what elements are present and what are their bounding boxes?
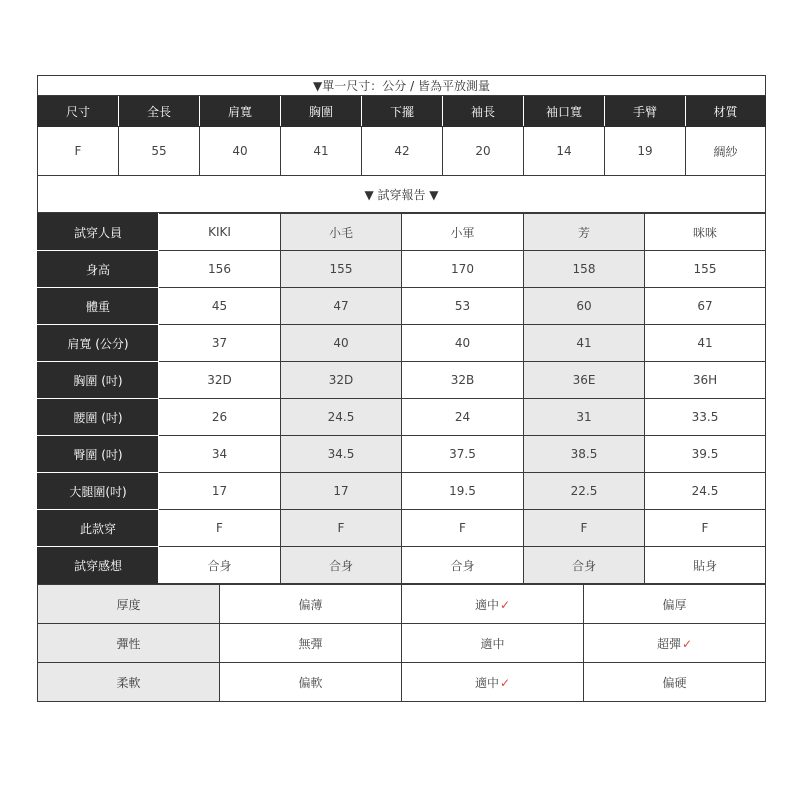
fit-cell: 24.5: [281, 399, 402, 436]
fabric-feel-table: [37, 584, 766, 702]
fit-cell: 合身: [159, 547, 281, 584]
fit-cell: 38.5: [524, 436, 645, 473]
fit-cell: 36E: [524, 362, 645, 399]
feel-option-label: 偏硬: [662, 675, 687, 690]
size-value-cell: 42: [362, 127, 443, 176]
feel-option-cell: [220, 585, 402, 624]
fit-row-label: 身高: [38, 251, 159, 288]
fit-cell: 24: [402, 399, 524, 436]
fit-cell: 32D: [159, 362, 281, 399]
size-header-cell: 尺寸: [38, 96, 119, 127]
check-mark-icon: ✓: [681, 636, 693, 651]
fit-cell: 合身: [524, 547, 645, 584]
fit-cell: 26: [159, 399, 281, 436]
size-value-cell: 40: [200, 127, 281, 176]
fit-cell: F: [402, 510, 524, 547]
fit-row: [38, 325, 766, 362]
feel-option-cell: [584, 585, 766, 624]
size-value-cell: 綢紗: [686, 127, 766, 176]
feel-row: [38, 585, 766, 624]
fit-cell: 67: [645, 288, 766, 325]
feel-row-label: 彈性: [38, 624, 220, 663]
fit-cell: 小軍: [402, 214, 524, 251]
fit-cell: 32B: [402, 362, 524, 399]
fit-row-label: 腰圍 (吋): [38, 399, 159, 436]
feel-option-cell: [584, 663, 766, 702]
fit-row: [38, 473, 766, 510]
fit-cell: 37.5: [402, 436, 524, 473]
fit-cell: 芳: [524, 214, 645, 251]
fit-cell: 咪咪: [645, 214, 766, 251]
fit-cell: 24.5: [645, 473, 766, 510]
check-mark-icon: ✓: [499, 675, 511, 690]
fit-report-table: [37, 213, 766, 584]
size-table: [37, 75, 766, 213]
fit-cell: 40: [402, 325, 524, 362]
fit-row: [38, 214, 766, 251]
fit-cell: 158: [524, 251, 645, 288]
fit-cell: 合身: [281, 547, 402, 584]
size-value-cell: 14: [524, 127, 605, 176]
fit-cell: 47: [281, 288, 402, 325]
fit-cell: 17: [159, 473, 281, 510]
feel-option-cell: [402, 585, 584, 624]
feel-option-label: 偏軟: [298, 675, 323, 690]
fit-cell: 31: [524, 399, 645, 436]
fit-cell: 170: [402, 251, 524, 288]
fit-row-label: 肩寬 (公分): [38, 325, 159, 362]
feel-row-label: 厚度: [38, 585, 220, 624]
size-value-cell: 20: [443, 127, 524, 176]
feel-option-label: 偏厚: [662, 597, 687, 612]
feel-option-label: 適中: [480, 636, 505, 651]
fit-row: [38, 251, 766, 288]
fit-row-label: 大腿圍(吋): [38, 473, 159, 510]
size-value-cell: F: [38, 127, 119, 176]
fit-row: [38, 362, 766, 399]
size-header-row: [38, 96, 766, 127]
fit-cell: 36H: [645, 362, 766, 399]
fit-cell: 155: [281, 251, 402, 288]
fit-cell: 小毛: [281, 214, 402, 251]
feel-option-label: 適中: [474, 675, 499, 690]
fit-row-label: 體重: [38, 288, 159, 325]
size-header-cell: 袖口寬: [524, 96, 605, 127]
feel-option-cell: [402, 624, 584, 663]
fit-cell: 19.5: [402, 473, 524, 510]
size-value-cell: 41: [281, 127, 362, 176]
size-header-cell: 全長: [119, 96, 200, 127]
feel-option-cell: [220, 663, 402, 702]
fit-row: [38, 288, 766, 325]
fit-cell: 貼身: [645, 547, 766, 584]
fit-cell: 60: [524, 288, 645, 325]
fit-cell: 53: [402, 288, 524, 325]
feel-row: [38, 663, 766, 702]
fit-cell: F: [159, 510, 281, 547]
feel-option-cell: [402, 663, 584, 702]
size-values-row: [38, 127, 766, 176]
size-table-title: ▼單一尺寸：公分 / 皆為平放測量: [38, 76, 766, 96]
fit-cell: F: [524, 510, 645, 547]
feel-option-cell: [220, 624, 402, 663]
check-mark-icon: ✓: [499, 597, 511, 612]
size-chart: [37, 75, 765, 702]
fit-cell: F: [645, 510, 766, 547]
fit-row: [38, 436, 766, 473]
fit-row-label: 試穿感想: [38, 547, 159, 584]
fit-row: [38, 510, 766, 547]
feel-option-label: 適中: [474, 597, 499, 612]
fit-cell: 33.5: [645, 399, 766, 436]
fit-row-label: 試穿人員: [38, 214, 159, 251]
size-header-cell: 胸圍: [281, 96, 362, 127]
feel-option-label: 偏薄: [298, 597, 323, 612]
fit-row-label: 臀圍 (吋): [38, 436, 159, 473]
fit-cell: 合身: [402, 547, 524, 584]
fit-cell: 41: [524, 325, 645, 362]
fit-cell: 22.5: [524, 473, 645, 510]
fit-cell: 155: [645, 251, 766, 288]
fit-cell: KIKI: [159, 214, 281, 251]
feel-row-label: 柔軟: [38, 663, 220, 702]
feel-option-label: 超彈: [656, 636, 681, 651]
fit-cell: 41: [645, 325, 766, 362]
size-header-cell: 下擺: [362, 96, 443, 127]
fit-cell: 32D: [281, 362, 402, 399]
fit-cell: 39.5: [645, 436, 766, 473]
size-header-cell: 材質: [686, 96, 766, 127]
feel-row: [38, 624, 766, 663]
fit-cell: 34: [159, 436, 281, 473]
fit-cell: 37: [159, 325, 281, 362]
report-title: ▼ 試穿報告 ▼: [38, 176, 766, 213]
size-value-cell: 19: [605, 127, 686, 176]
feel-option-label: 無彈: [298, 636, 323, 651]
size-header-cell: 袖長: [443, 96, 524, 127]
size-header-cell: 手臂: [605, 96, 686, 127]
fit-cell: 34.5: [281, 436, 402, 473]
fit-row-label: 胸圍 (吋): [38, 362, 159, 399]
size-value-cell: 55: [119, 127, 200, 176]
fit-cell: 156: [159, 251, 281, 288]
fit-cell: F: [281, 510, 402, 547]
fit-row-label: 此款穿: [38, 510, 159, 547]
fit-cell: 17: [281, 473, 402, 510]
fit-cell: 40: [281, 325, 402, 362]
fit-cell: 45: [159, 288, 281, 325]
fit-row: [38, 547, 766, 584]
fit-row: [38, 399, 766, 436]
feel-option-cell: [584, 624, 766, 663]
size-header-cell: 肩寬: [200, 96, 281, 127]
